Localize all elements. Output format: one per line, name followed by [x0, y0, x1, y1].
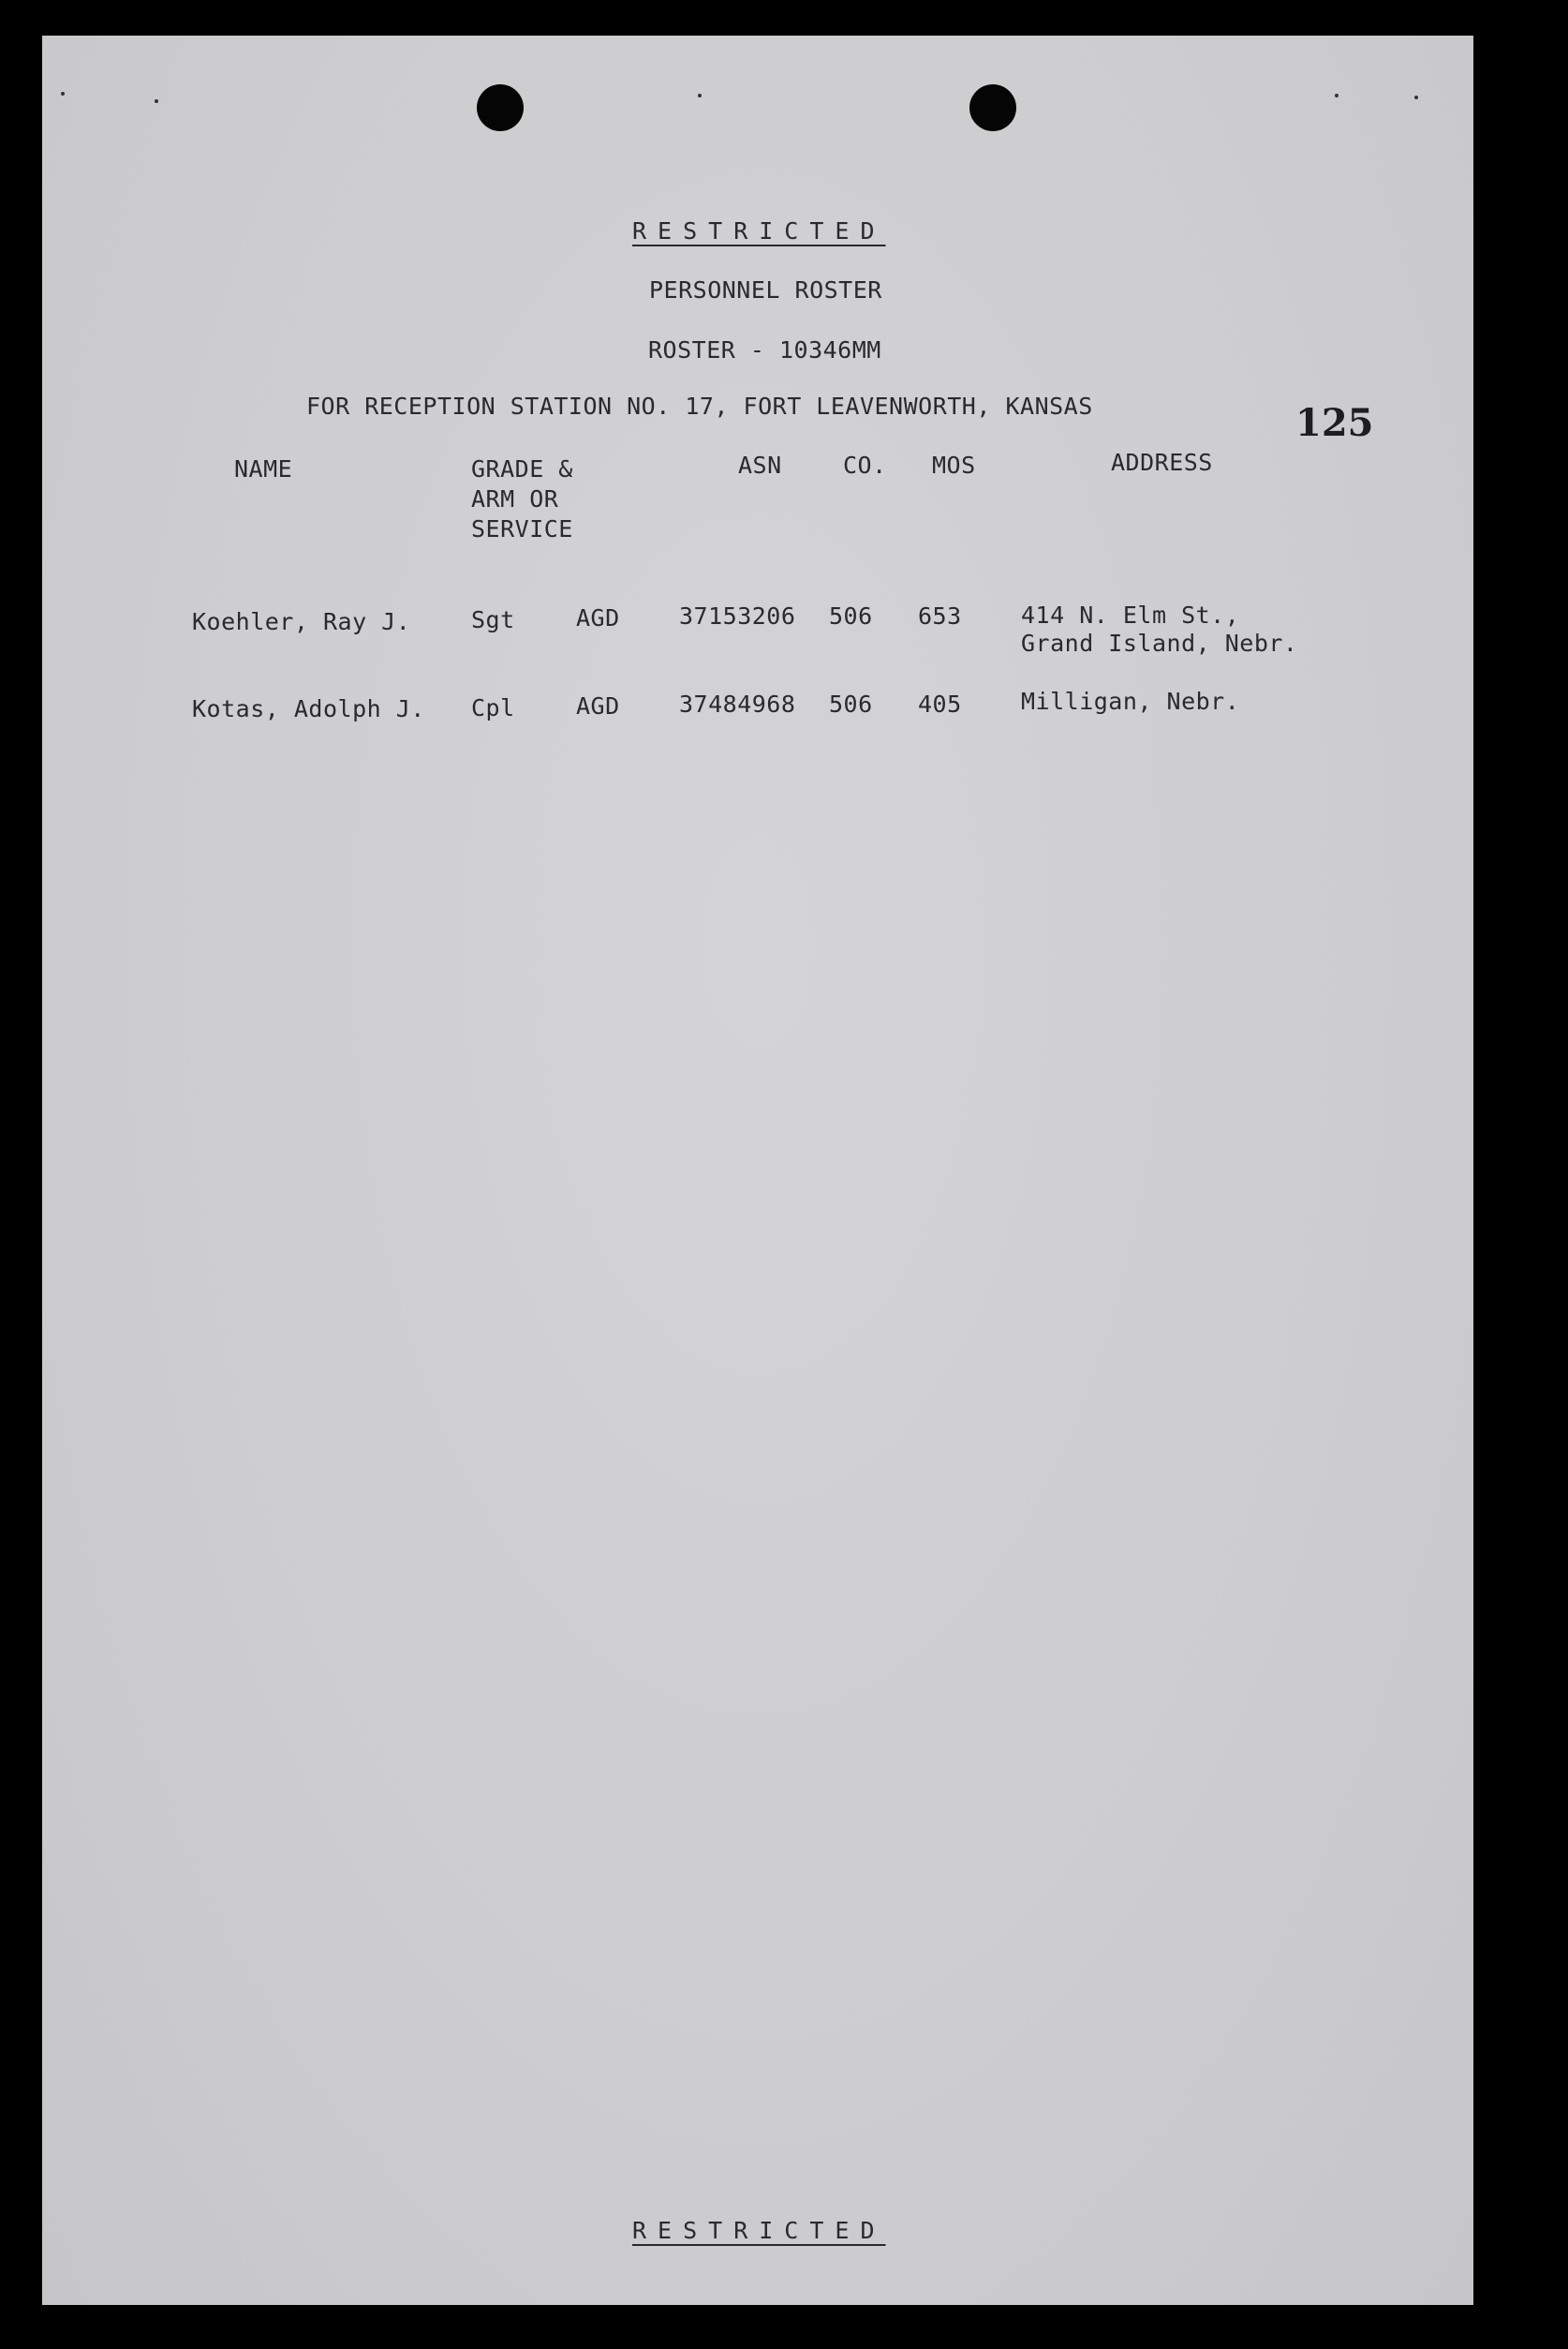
paper-speck — [1414, 96, 1418, 99]
row-name: Kotas, Adolph J. — [192, 695, 425, 722]
paper-speck — [1335, 94, 1339, 97]
restricted-header: RESTRICTED — [632, 217, 886, 245]
roster-number: ROSTER - 10346MM — [648, 336, 881, 364]
row-grade: Sgt — [471, 606, 515, 633]
column-header-name: NAME — [234, 455, 293, 483]
column-header-co: CO. — [843, 452, 887, 479]
column-header-mos: MOS — [932, 452, 976, 479]
row-grade: Cpl — [471, 694, 515, 721]
row-co: 506 — [829, 691, 873, 718]
paper-speck — [155, 99, 158, 103]
paper-speck — [61, 92, 65, 96]
station-line: FOR RECEPTION STATION NO. 17, FORT LEAVENWORTH, KANSAS — [306, 393, 1093, 420]
column-header-address: ADDRESS — [1111, 449, 1213, 476]
paper-speck — [698, 94, 702, 97]
punch-hole-right — [969, 84, 1016, 131]
document-page — [42, 36, 1473, 2305]
row-arm: AGD — [576, 692, 620, 720]
row-address: 414 N. Elm St., — [1021, 602, 1240, 629]
row-asn: 37153206 — [679, 602, 796, 630]
punch-hole-left — [477, 84, 524, 131]
row-arm: AGD — [576, 604, 620, 632]
column-header-grade: ARM OR — [471, 485, 559, 513]
row-mos: 405 — [918, 691, 962, 718]
page-number: 125 — [1295, 401, 1374, 445]
row-co: 506 — [829, 602, 873, 630]
column-header-grade: SERVICE — [471, 515, 573, 543]
row-mos: 653 — [918, 602, 962, 630]
roster-title: PERSONNEL ROSTER — [649, 276, 882, 304]
row-address: Milligan, Nebr. — [1021, 688, 1240, 715]
row-asn: 37484968 — [679, 691, 796, 718]
row-name: Koehler, Ray J. — [192, 608, 411, 635]
row-address: Grand Island, Nebr. — [1021, 630, 1298, 657]
restricted-footer: RESTRICTED — [632, 2217, 886, 2244]
column-header-asn: ASN — [738, 452, 782, 479]
column-header-grade: GRADE & — [471, 455, 573, 483]
